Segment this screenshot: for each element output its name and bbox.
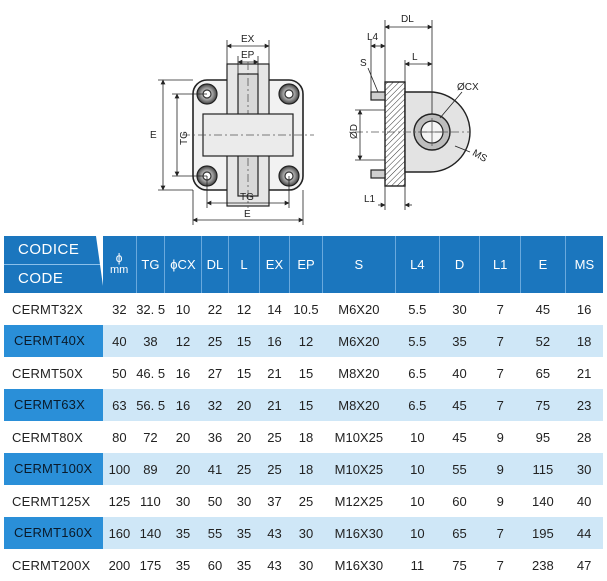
cell-s: M10X25 — [334, 461, 384, 477]
cell-s: M16X30 — [334, 557, 384, 573]
cell-d: 55 — [452, 461, 467, 477]
row-code: CERMT50X — [12, 365, 83, 381]
cell-ex: 25 — [267, 461, 282, 477]
cell-dl: 41 — [207, 461, 223, 477]
cell-l1: 9 — [496, 429, 504, 445]
row-code: CERMT80X — [12, 429, 83, 445]
cell-s: M8X20 — [338, 397, 380, 413]
row-code — [4, 453, 103, 485]
row-code-highlight: CERMT63X — [4, 389, 103, 421]
table-row — [4, 357, 603, 389]
cell-dl: 32 — [207, 397, 223, 413]
header-code-top: CODICE — [18, 241, 80, 258]
cell-phi: 125 — [108, 493, 131, 509]
cell-tg: 140 — [139, 525, 162, 541]
cell-d: 60 — [452, 493, 467, 509]
technical-drawing — [0, 0, 607, 235]
cell-ms: 21 — [576, 365, 592, 381]
label-s: S — [360, 58, 367, 69]
cell-phi: 50 — [112, 365, 127, 381]
cell-ex: 16 — [267, 333, 282, 349]
cell-l: 20 — [236, 397, 252, 413]
cell-phi: 80 — [112, 429, 127, 445]
cell-d: 35 — [452, 333, 467, 349]
cell-l: 25 — [236, 461, 252, 477]
cell-dl: 36 — [207, 429, 223, 445]
cell-ms: 16 — [576, 301, 592, 317]
label-d: ØD — [349, 124, 360, 139]
header-col: EP — [290, 236, 323, 293]
cell-tg: 110 — [140, 493, 161, 509]
cell-tg: 175 — [139, 557, 162, 573]
table-row — [4, 453, 603, 485]
cell-d: 45 — [452, 429, 467, 445]
cell-ex: 37 — [267, 493, 282, 509]
cell-l1: 7 — [496, 397, 504, 413]
cell-d: 75 — [452, 557, 467, 573]
header-code — [4, 236, 103, 293]
cell-ms: 47 — [576, 557, 592, 573]
cell-s: M16X30 — [334, 525, 384, 541]
table-row — [4, 421, 603, 453]
cell-ms: 30 — [576, 461, 592, 477]
cell-ms: 40 — [576, 493, 592, 509]
cell-l: 12 — [236, 301, 252, 317]
table-body — [4, 293, 603, 581]
cell-phi: 40 — [112, 333, 127, 349]
cell-l: 20 — [236, 429, 252, 445]
cell-l4: 5.5 — [408, 333, 427, 349]
cell-l4: 5.5 — [408, 301, 427, 317]
cell-tg: 89 — [143, 461, 158, 477]
cell-l: 15 — [236, 333, 252, 349]
cell-cx: 35 — [175, 557, 191, 573]
row-code-highlight: CERMT40X — [4, 325, 103, 357]
row-code-highlight: CERMT160X — [4, 517, 103, 549]
cell-cx: 16 — [175, 397, 191, 413]
cell-l: 15 — [236, 365, 252, 381]
spec-table — [4, 236, 603, 581]
label-e-bottom: E — [244, 209, 251, 220]
table-row — [4, 485, 603, 517]
label-dl: DL — [401, 14, 414, 25]
cell-cx: 20 — [175, 461, 191, 477]
label-tg-left: TG — [179, 131, 190, 145]
cell-d: 30 — [452, 301, 467, 317]
cell-s: M6X20 — [338, 333, 380, 349]
label-cx: ØCX — [457, 82, 479, 93]
row-code — [4, 325, 103, 357]
cell-e: 65 — [535, 365, 551, 381]
cell-phi: 160 — [108, 525, 131, 541]
table-header-row — [4, 236, 603, 293]
cell-d: 65 — [452, 525, 467, 541]
row-code: CERMT200X — [12, 557, 91, 573]
header-col: S — [322, 236, 395, 293]
label-e-left: E — [150, 130, 157, 141]
cell-cx: 30 — [175, 493, 191, 509]
cell-l1: 7 — [496, 365, 504, 381]
cell-tg: 32. 5 — [136, 301, 165, 317]
header-bore — [103, 236, 137, 293]
cell-dl: 55 — [207, 525, 223, 541]
cell-tg: 46. 5 — [136, 365, 165, 381]
cell-l: 30 — [236, 493, 252, 509]
cell-ep: 18 — [298, 429, 314, 445]
label-ms: MS — [470, 147, 489, 165]
cell-tg: 72 — [143, 429, 158, 445]
header-col: ϕCX — [165, 236, 202, 293]
cell-ms: 44 — [576, 525, 592, 541]
cell-e: 238 — [532, 557, 554, 573]
cell-ex: 21 — [267, 397, 282, 413]
label-ep: EP — [241, 50, 255, 61]
cell-l1: 7 — [496, 333, 504, 349]
cell-e: 195 — [532, 525, 554, 541]
cell-ep: 25 — [298, 493, 314, 509]
side-view — [355, 20, 470, 210]
header-col: DL — [201, 236, 228, 293]
cell-ep: 15 — [298, 365, 314, 381]
cell-cx: 16 — [175, 365, 191, 381]
cell-tg: 38 — [143, 333, 158, 349]
label-l4: L4 — [367, 32, 379, 43]
row-code — [4, 517, 103, 549]
cell-ex: 25 — [267, 429, 282, 445]
cell-ex: 43 — [267, 557, 282, 573]
cell-s: M12X25 — [334, 493, 384, 509]
table-row — [4, 293, 603, 325]
cell-l4: 10 — [410, 525, 425, 541]
cell-ep: 12 — [298, 333, 314, 349]
cell-ep: 30 — [298, 525, 314, 541]
cell-l4: 10 — [410, 493, 425, 509]
cell-phi: 63 — [112, 397, 127, 413]
cell-l: 35 — [236, 525, 252, 541]
header-col: TG — [136, 236, 164, 293]
row-code: CERMT125X — [12, 493, 91, 509]
cell-ms: 23 — [576, 397, 592, 413]
cell-dl: 25 — [207, 333, 223, 349]
label-tg-bottom: TG — [240, 192, 254, 203]
cell-l1: 7 — [496, 525, 504, 541]
label-ex: EX — [241, 34, 255, 45]
header-col: L1 — [480, 236, 521, 293]
cell-ex: 14 — [267, 301, 282, 317]
header-col: MS — [565, 236, 603, 293]
cell-dl: 27 — [207, 365, 223, 381]
header-col: L — [229, 236, 260, 293]
cell-dl: 50 — [207, 493, 223, 509]
header-col: E — [521, 236, 566, 293]
table-row — [4, 325, 603, 357]
cell-cx: 20 — [175, 429, 191, 445]
cell-phi: 32 — [112, 301, 127, 317]
cell-e: 140 — [532, 493, 554, 509]
cell-dl: 22 — [207, 301, 223, 317]
header-code-bottom: CODE — [18, 270, 64, 287]
cell-ms: 28 — [576, 429, 592, 445]
cell-s: M8X20 — [338, 365, 380, 381]
cell-dl: 60 — [207, 557, 223, 573]
row-code — [4, 389, 103, 421]
label-l: L — [412, 52, 418, 63]
table-row — [4, 517, 603, 549]
cell-ex: 21 — [267, 365, 282, 381]
cell-e: 115 — [532, 461, 554, 477]
cell-e: 45 — [535, 301, 551, 317]
cell-e: 95 — [535, 429, 551, 445]
table-row — [4, 549, 603, 581]
cell-ep: 10.5 — [293, 301, 319, 317]
header-col: EX — [259, 236, 290, 293]
cell-ep: 18 — [298, 461, 314, 477]
cell-l1: 7 — [496, 557, 504, 573]
header-phi-unit: mm — [110, 264, 129, 276]
cell-phi: 200 — [108, 557, 131, 573]
header-phi-symbol: ϕ — [115, 251, 123, 265]
cell-ep: 15 — [298, 397, 314, 413]
cell-l4: 6.5 — [408, 397, 427, 413]
table-row — [4, 389, 603, 421]
row-code: CERMT32X — [12, 301, 83, 317]
cell-cx: 12 — [175, 333, 191, 349]
cell-l1: 9 — [496, 493, 504, 509]
cell-l4: 10 — [410, 429, 425, 445]
cell-s: M10X25 — [334, 429, 384, 445]
cell-ms: 18 — [576, 333, 592, 349]
cell-tg: 56. 5 — [136, 397, 165, 413]
cell-e: 75 — [535, 397, 551, 413]
label-l1: L1 — [364, 194, 376, 205]
cell-d: 45 — [452, 397, 467, 413]
cell-ex: 43 — [267, 525, 282, 541]
cell-l: 35 — [236, 557, 252, 573]
cell-l1: 7 — [496, 301, 504, 317]
cell-cx: 35 — [175, 525, 191, 541]
cell-l4: 11 — [410, 557, 425, 573]
cell-s: M6X20 — [338, 301, 380, 317]
cell-l1: 9 — [496, 461, 504, 477]
cell-ep: 30 — [298, 557, 314, 573]
cell-d: 40 — [452, 365, 467, 381]
row-code-highlight: CERMT100X — [4, 453, 103, 485]
cell-l4: 6.5 — [408, 365, 427, 381]
cell-cx: 10 — [175, 301, 191, 317]
cell-e: 52 — [535, 333, 551, 349]
header-col: D — [439, 236, 480, 293]
cell-l4: 10 — [410, 461, 425, 477]
cell-phi: 100 — [108, 461, 131, 477]
header-col: L4 — [395, 236, 439, 293]
